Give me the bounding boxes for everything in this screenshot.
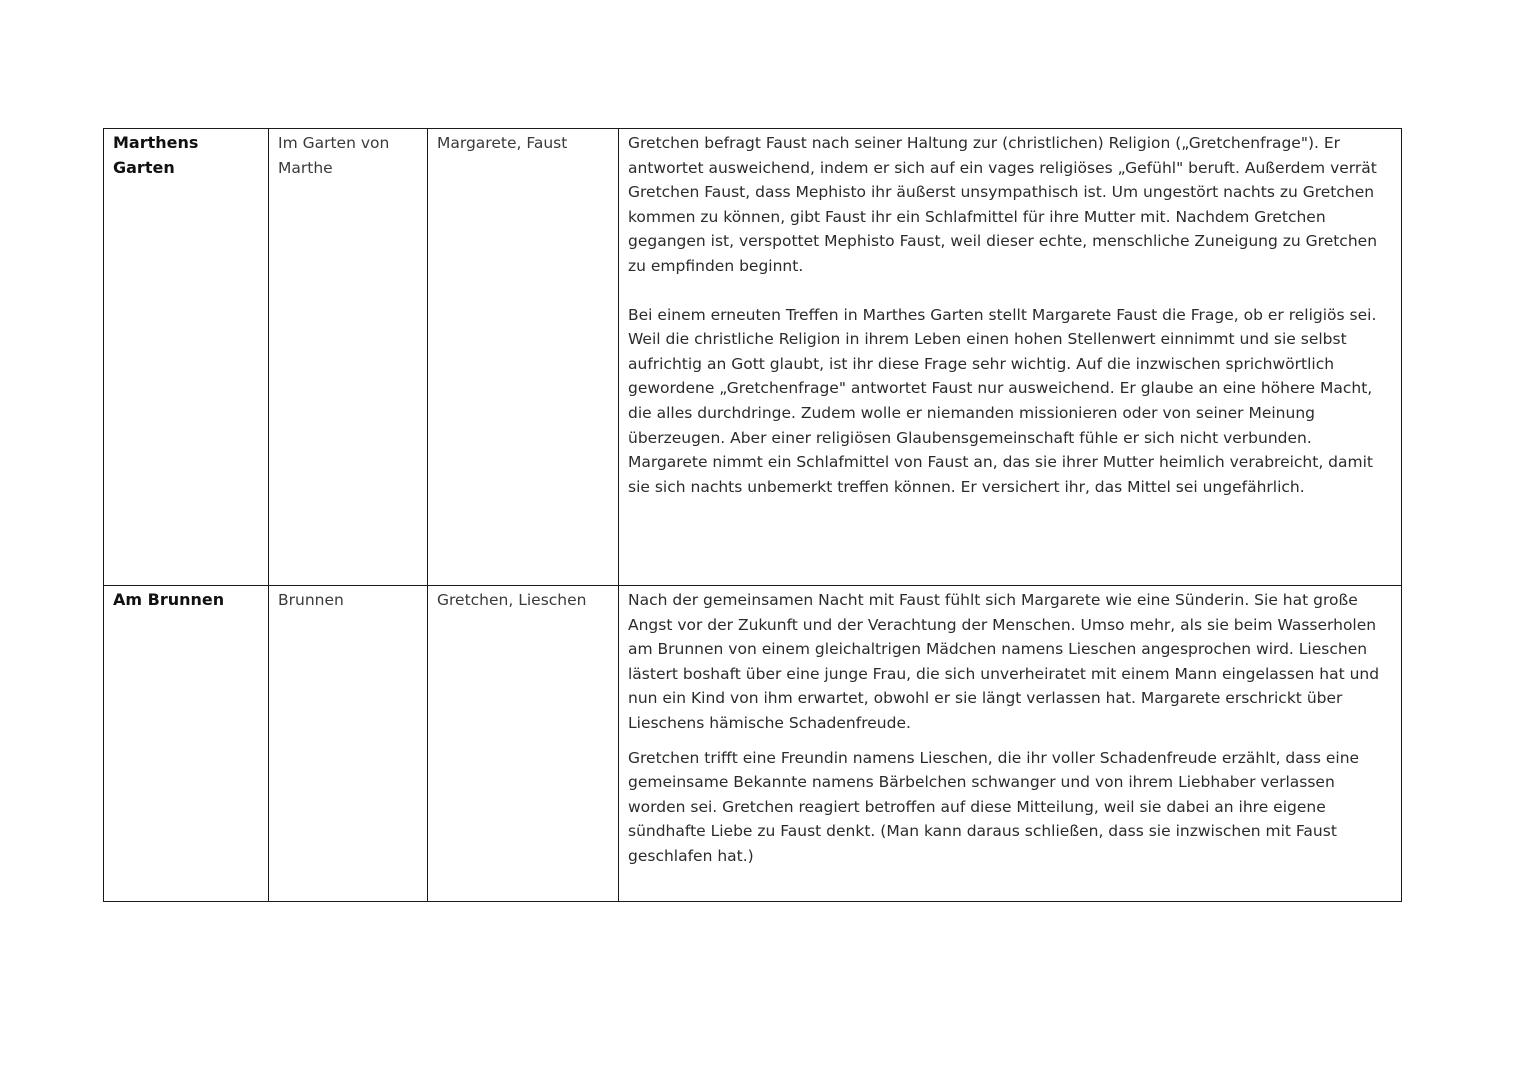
scene-name: Am Brunnen [113,590,225,609]
scene-cell [104,586,269,902]
scene-location: Im Garten von Marthe [278,134,390,177]
scene-cell [104,129,269,586]
characters-cell [428,586,619,902]
scene-name: Marthens Garten [113,133,199,177]
content-paragraph: Bei einem erneuten Treffen in Marthes Garten stellt Margarete Faust die Frage, ob er religiös sei. Weil die christliche Religion in ihrem Leben einen hohen Stellenwert einnimmt und sie selbst aufrichtig an Gott glaubt, ist ihr diese Frage sehr wichtig. Auf die inzwischen sprichwörtlich gewordene „Gretchenfrage" antwortet Faust nur ausweichend. Er glaube an eine höhere Macht, die alles durchdringe. Zudem wolle er niemanden missionieren oder von seiner Meinung überzeugen. Aber einer religiösen Glaubensgemeinschaft fühle er sich nicht verbunden. Margarete nimmt ein Schlafmittel von Faust an, das sie ihrer Mutter heimlich verabreicht, damit sie sich nachts unbemerkt treffen können. Er versichert ihr, das Mittel sei ungefährlich. [628,305,1377,496]
content-cell [619,129,1402,586]
table-row [104,586,1402,902]
scene-characters: Gretchen, Lieschen [437,591,587,609]
scene-location: Brunnen [278,591,344,609]
location-cell [269,129,428,586]
characters-cell [428,129,619,586]
table-row [104,129,1402,586]
content-paragraph: Gretchen befragt Faust nach seiner Haltung zur (christlichen) Religion („Gretchenfrage"). Er antwortet ausweichend, indem er sich auf ein vages religiöses „Gefühl" beruft. Außerdem verrät Gretchen Faust, dass Mephisto ihr äußerst unsympathisch ist. Um ungestört nachts zu Gretchen kommen zu können, gibt Faust ihr ein Schlafmittel für ihre Mutter mit. Nachdem Gretchen gegangen ist, verspottet Mephisto Faust, weil dieser echte, menschliche Zuneigung zu Gretchen zu empfinden beginnt. [628,134,1378,275]
scene-table [103,128,1402,902]
location-cell [269,586,428,902]
content-paragraph: Gretchen trifft eine Freundin namens Lieschen, die ihr voller Schadenfreude erzählt, dass eine gemeinsame Bekannte namens Bärbelchen schwanger und von ihrem Liebhaber verlassen worden sei. Gretchen reagiert betroffen auf diese Mitteilung, weil sie dabei an ihre eigene sündhafte Liebe zu Faust denkt. (Man kann daraus schließen, dass sie inzwischen mit Faust geschlafen hat.) [628,748,1360,865]
content-cell [619,586,1402,902]
scene-characters: Margarete, Faust [437,134,568,152]
content-paragraph: Nach der gemeinsamen Nacht mit Faust fühlt sich Margarete wie eine Sünderin. Sie hat große Angst vor der Zukunft und der Verachtung der Menschen. Umso mehr, als sie beim Wasserholen am Brunnen von einem gleichaltrigen Mädchen namens Lieschen angesprochen wird. Lieschen lästert boshaft über eine junge Frau, die sich unverheiratet mit einem Mann eingelassen hat und nun ein Kind von ihm erwartet, obwohl er sie längt verlassen hat. Margarete erschrickt über Lieschens hämische Schadenfreude. [628,591,1380,732]
